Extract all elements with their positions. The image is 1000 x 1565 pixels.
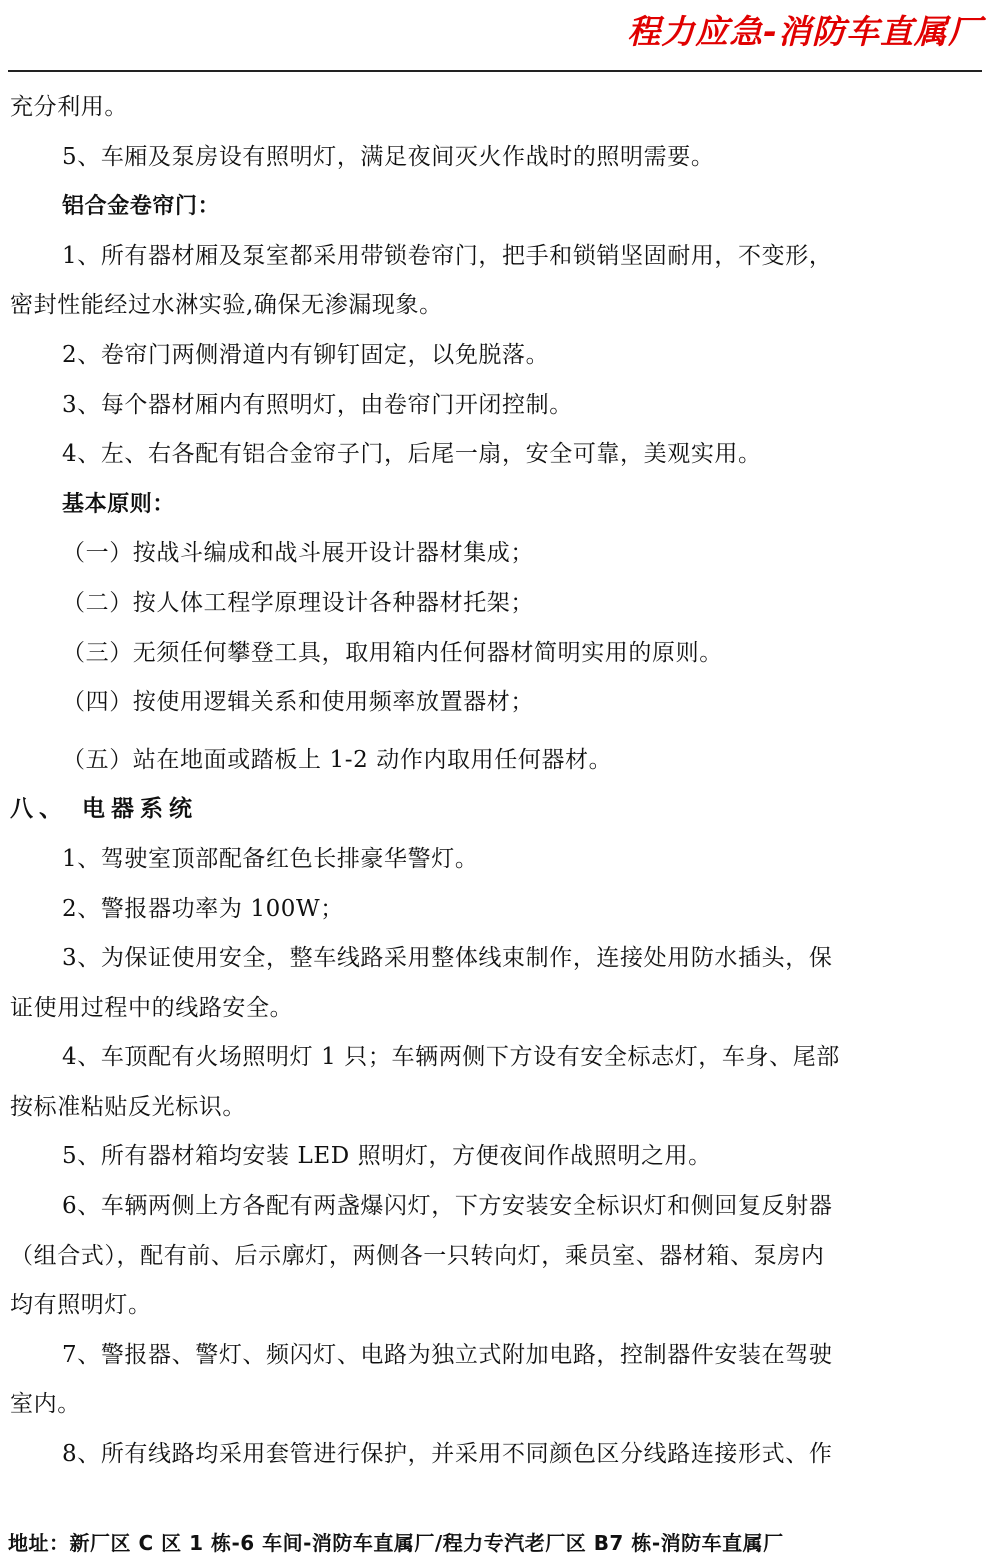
principle-item: （二）按人体工程学原理设计各种器材托架； [62, 589, 534, 616]
body-line: 3、为保证使用安全，整车线路采用整体线束制作，连接处用防水插头，保 [62, 945, 833, 972]
section-heading-electrical-system: 八、 电器系统 [10, 796, 199, 823]
header-divider [8, 70, 982, 72]
subheading-rolling-door: 铝合金卷帘门： [62, 194, 221, 220]
body-line: 8、所有线路均采用套管进行保护，并采用不同颜色区分线路连接形式、作 [62, 1441, 833, 1468]
body-line: 均有照明灯。 [10, 1292, 152, 1319]
body-line: 按标准粘贴反光标识。 [10, 1093, 246, 1120]
principle-item: （五）站在地面或踏板上 1-2 动作内取用任何器材。 [62, 746, 613, 773]
body-line: 证使用过程中的线路安全。 [10, 994, 294, 1021]
subheading-basic-principles: 基本原则： [62, 491, 176, 517]
principle-item: （四）按使用逻辑关系和使用频率放置器材； [62, 689, 534, 716]
body-line: 7、警报器、警灯、频闪灯、电路为独立式附加电路，控制器件安装在驾驶 [62, 1341, 833, 1368]
principle-item: （一）按战斗编成和战斗展开设计器材集成； [62, 540, 534, 567]
body-line: 5、车厢及泵房设有照明灯，满足夜间灭火作战时的照明需要。 [62, 143, 715, 170]
company-title: 程力应急-消防车直属厂 [627, 12, 982, 51]
body-line: 4、车顶配有火场照明灯 1 只；车辆两侧下方设有安全标志灯，车身、尾部 [62, 1044, 840, 1071]
body-line: 6、车辆两侧上方各配有两盏爆闪灯，下方安装安全标识灯和侧回复反射器 [62, 1193, 833, 1220]
body-line: 4、左、右各配有铝合金帘子门，后尾一扇，安全可靠，美观实用。 [62, 441, 762, 468]
body-line: 密封性能经过水淋实验,确保无渗漏现象。 [10, 292, 443, 319]
body-line: （组合式），配有前、后示廓灯，两侧各一只转向灯，乘员室、器材箱、泵房内 [10, 1242, 825, 1269]
body-line: 5、所有器材箱均安装 LED 照明灯，方便夜间作战照明之用。 [62, 1143, 712, 1170]
footer-address: 地址：新厂区 C 区 1 栋-6 车间-消防车直属厂/程力专汽老厂区 B7 栋-消防车直属厂 [8, 1531, 784, 1555]
body-line: 室内。 [10, 1391, 81, 1418]
body-line: 2、警报器功率为 100W； [62, 895, 344, 922]
body-line: 1、驾驶室顶部配备红色长排豪华警灯。 [62, 845, 479, 872]
body-line: 2、卷帘门两侧滑道内有铆钉固定，以免脱落。 [62, 341, 550, 368]
document-body [10, 83, 980, 1480]
principle-item: （三）无须任何攀登工具，取用箱内任何器材简明实用的原则。 [62, 639, 723, 666]
body-line: 1、所有器材厢及泵室都采用带锁卷帘门，把手和锁销坚固耐用，不变形， [62, 242, 833, 269]
body-line: 充分利用。 [10, 94, 128, 120]
body-line: 3、每个器材厢内有照明灯，由卷帘门开闭控制。 [62, 391, 573, 418]
